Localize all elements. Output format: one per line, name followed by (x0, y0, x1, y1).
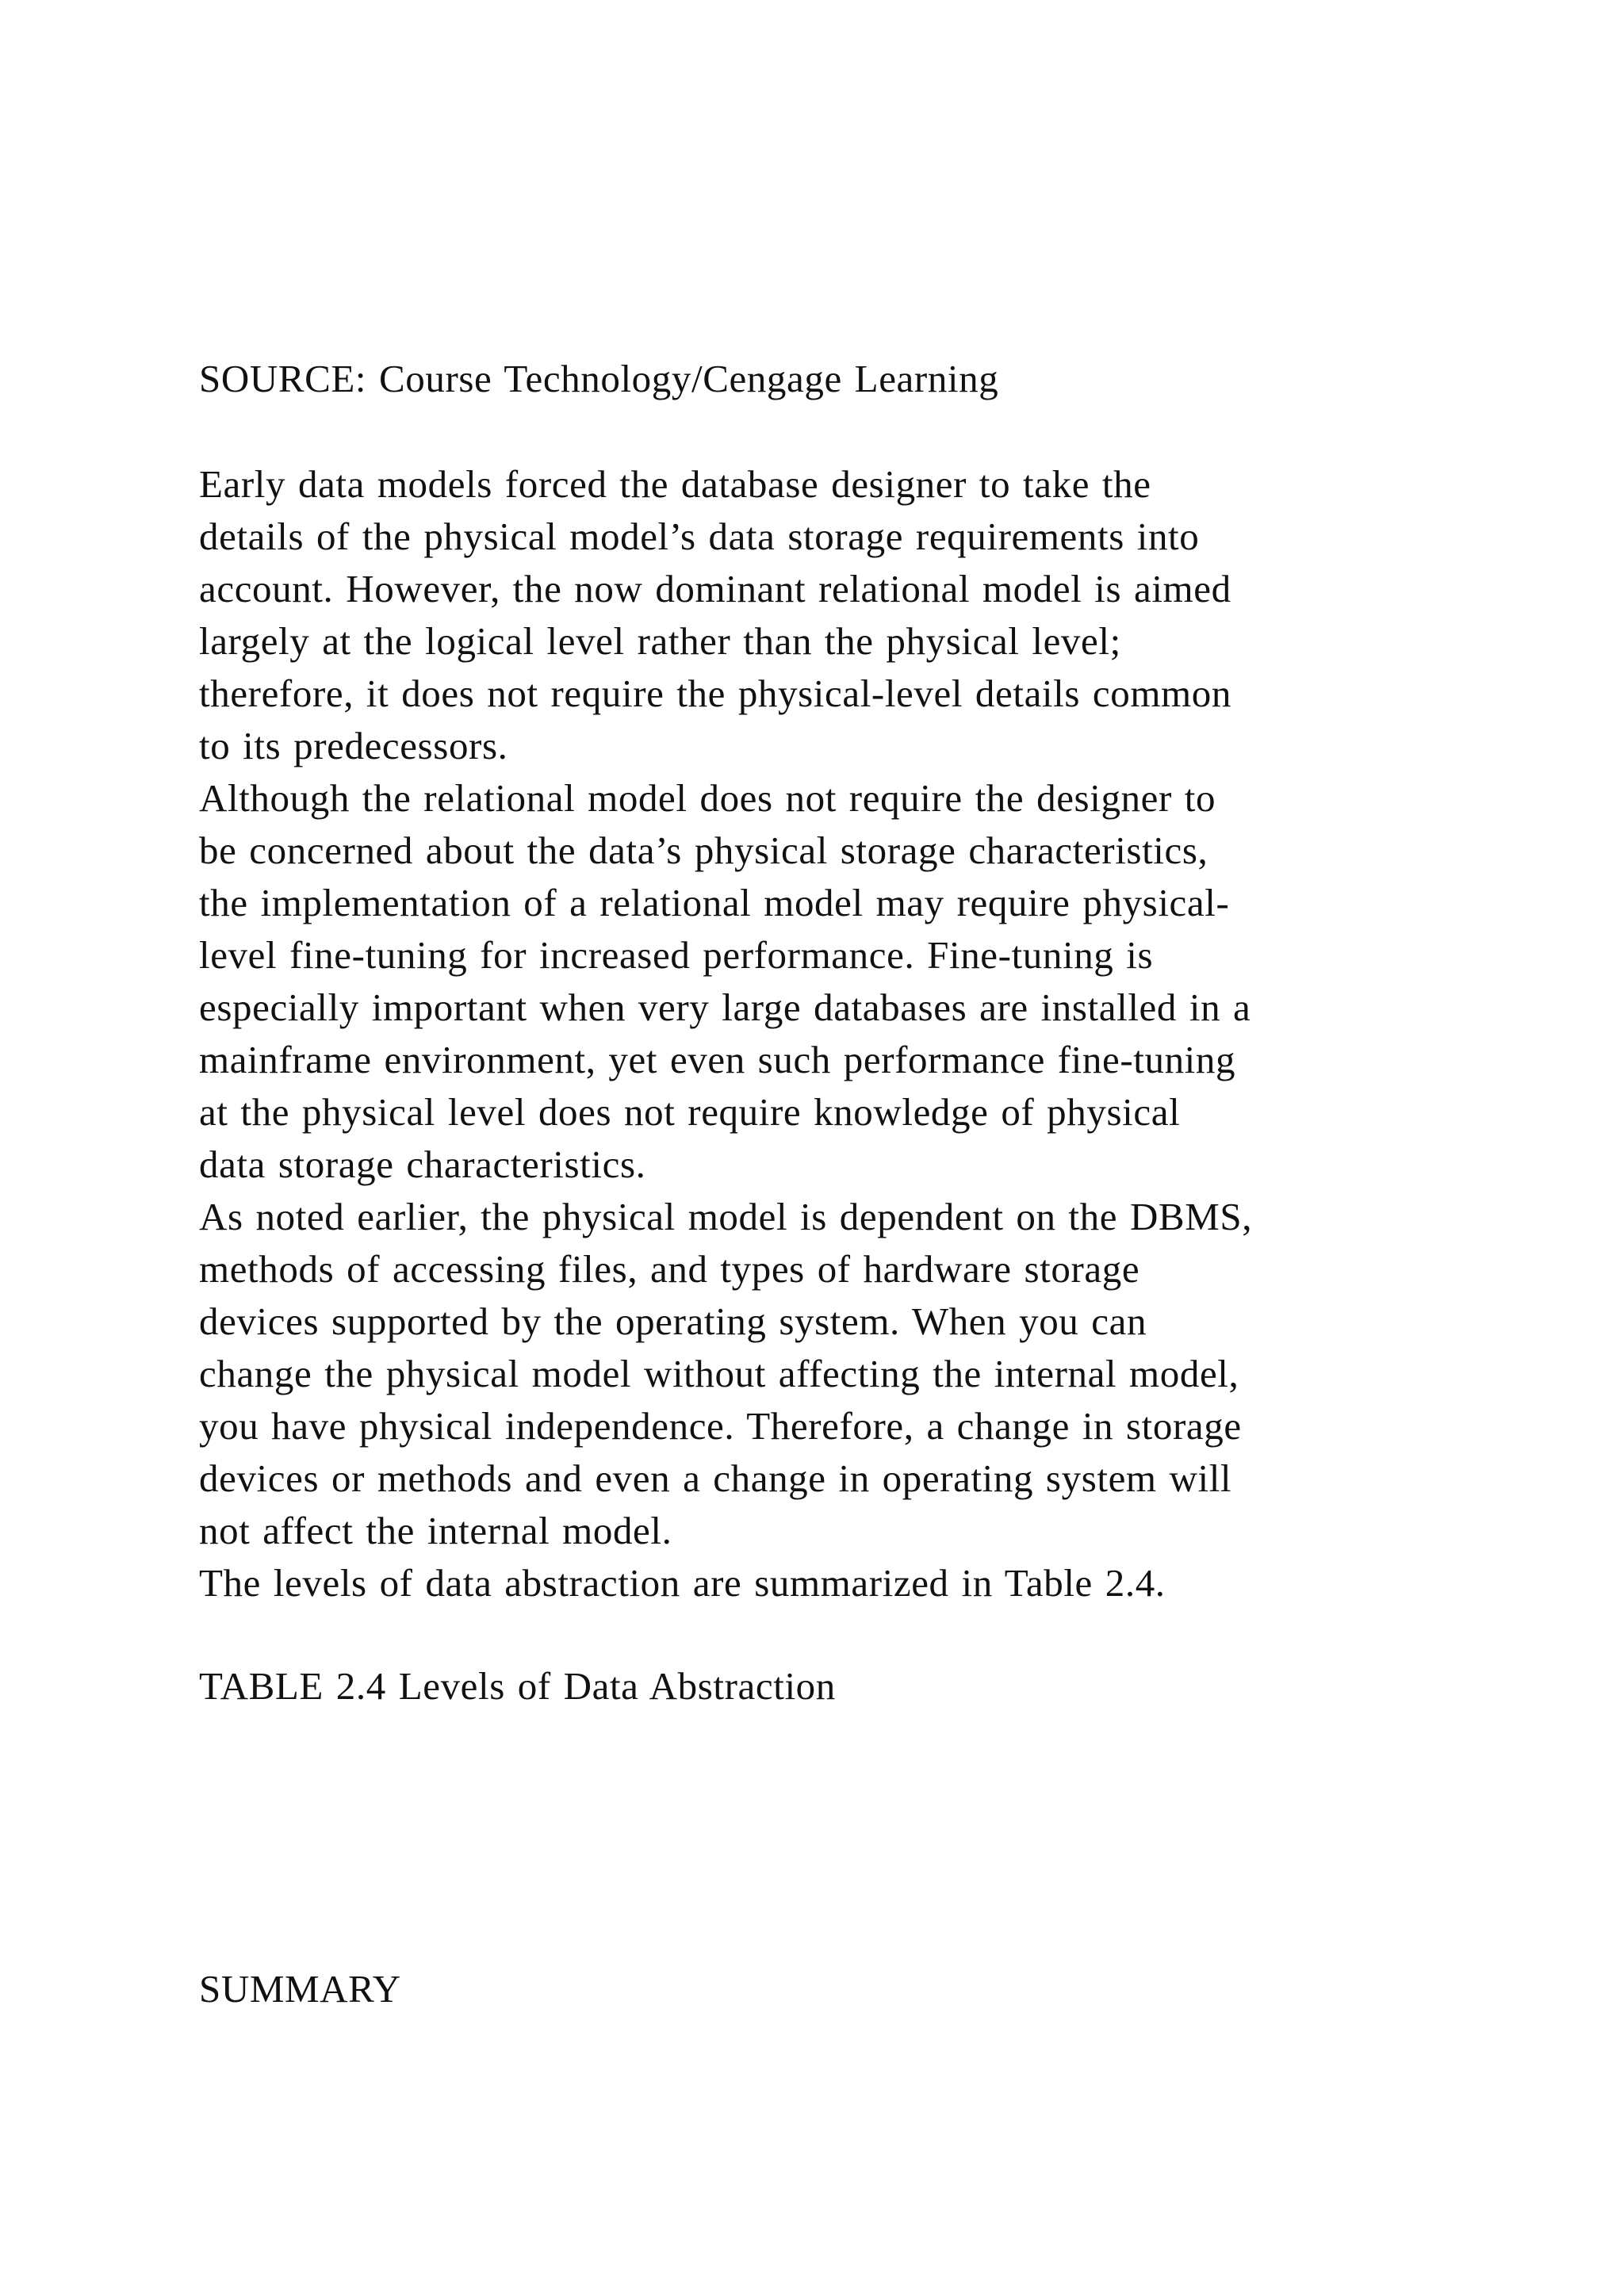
paragraph-line: the implementation of a relational model may require physical- (199, 881, 1230, 924)
paragraph-line: at the physical level does not require knowledge of physical (199, 1090, 1181, 1134)
paragraph-line: level fine-tuning for increased performance. Fine-tuning is (199, 933, 1154, 977)
paragraph-line: Early data models forced the database designer to take the (199, 462, 1151, 506)
paragraph-physical-model-intro (199, 458, 1547, 772)
paragraph-summary-reference (199, 1557, 1547, 1609)
paragraph-line: details of the physical model’s data storage requirements into (199, 515, 1200, 558)
paragraph-line: change the physical model without affecting the internal model, (199, 1352, 1239, 1395)
paragraph-line: account. However, the now dominant relational model is aimed (199, 567, 1231, 610)
paragraph-relational-model (199, 772, 1547, 1191)
paragraph-line: not affect the internal model. (199, 1509, 672, 1552)
paragraph-line: methods of accessing files, and types of hardware storage (199, 1247, 1140, 1291)
paragraph-line: therefore, it does not require the physical-level details common (199, 672, 1231, 715)
table-caption: TABLE 2.4 Levels of Data Abstraction (199, 1664, 836, 1708)
paragraph-line: Although the relational model does not require the designer to (199, 776, 1216, 820)
paragraph-line: especially important when very large databases are installed in a (199, 985, 1251, 1029)
paragraph-line: devices or methods and even a change in operating system will (199, 1456, 1232, 1500)
paragraph-line: you have physical independence. Therefore, a change in storage (199, 1404, 1242, 1448)
paragraph-line: The levels of data abstraction are summarized in Table 2.4. (199, 1561, 1166, 1605)
paragraph-line: data storage characteristics. (199, 1142, 646, 1186)
paragraph-line: largely at the logical level rather than the physical level; (199, 619, 1121, 663)
paragraph-line: As noted earlier, the physical model is dependent on the DBMS, (199, 1195, 1253, 1238)
paragraph-line: be concerned about the data’s physical storage characteristics, (199, 828, 1208, 872)
paragraph-line: mainframe environment, yet even such performance fine-tuning (199, 1038, 1236, 1081)
source-line: SOURCE: Course Technology/Cengage Learning (199, 357, 999, 400)
paragraph-line: devices supported by the operating system. When you can (199, 1299, 1147, 1343)
paragraph-line: to its predecessors. (199, 724, 508, 767)
summary-heading: SUMMARY (199, 1967, 401, 2011)
paragraph-physical-independence (199, 1191, 1547, 1557)
